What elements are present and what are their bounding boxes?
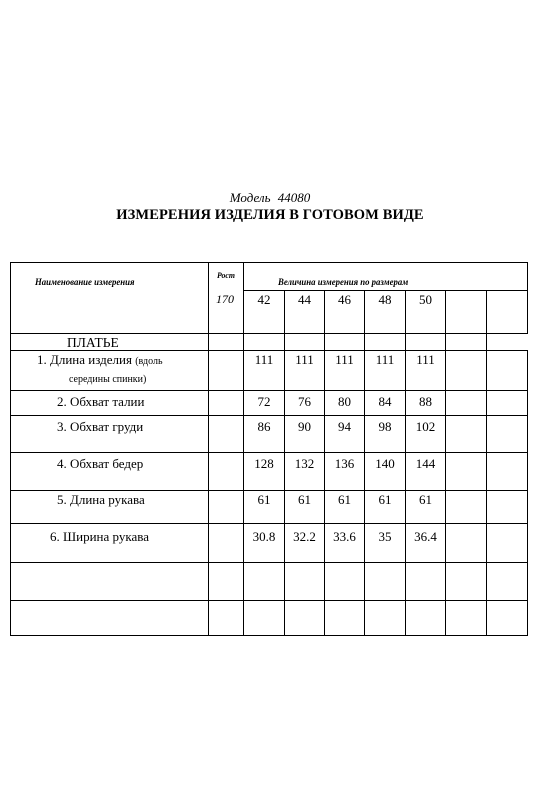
table-cell: 111 — [375, 352, 395, 367]
row-line — [10, 523, 527, 524]
row-line — [10, 350, 527, 351]
table-cell: 61 — [419, 492, 432, 507]
column-header-height: Рост — [217, 270, 235, 280]
table-cell: 88 — [419, 394, 432, 409]
size-label: 42 — [257, 292, 271, 307]
table-cell: 72 — [257, 394, 271, 409]
table-cell: 102 — [415, 419, 436, 434]
table-cell: 80 — [338, 394, 351, 409]
row-label: 6. Ширина рукава — [50, 529, 149, 544]
col-line — [243, 262, 244, 636]
table-cell: 90 — [298, 419, 311, 434]
table-cell: 61 — [338, 492, 351, 507]
height-value: 170 — [216, 292, 234, 306]
table-cell: 111 — [254, 352, 274, 367]
row-label-note: (вдоль — [135, 356, 163, 367]
model-label: Модель — [229, 190, 271, 205]
row-line — [10, 562, 527, 563]
row-line — [10, 415, 527, 416]
row-label: 3. Обхват груди — [57, 419, 144, 434]
table-cell: 86 — [257, 419, 271, 434]
table-cell: 30.8 — [252, 529, 276, 544]
table-border-right — [527, 262, 528, 333]
col-line-right — [527, 350, 528, 636]
table-cell: 111 — [295, 352, 314, 367]
table-border-left — [10, 262, 11, 636]
table-border-top — [10, 262, 528, 263]
table-cell: 111 — [416, 352, 435, 367]
row-line — [10, 390, 527, 391]
section-label: ПЛАТЬЕ — [67, 335, 119, 350]
table-cell: 61 — [378, 492, 392, 507]
table-cell: 140 — [375, 456, 395, 471]
table-cell: 36.4 — [414, 529, 437, 544]
header-bottom-line — [10, 333, 528, 334]
table-cell: 136 — [334, 456, 355, 471]
table-cell: 35 — [378, 529, 392, 544]
table-cell: 76 — [298, 394, 311, 409]
row-line — [10, 490, 527, 491]
table-cell: 84 — [378, 394, 392, 409]
size-label: 50 — [419, 292, 432, 307]
table-cell: 98 — [378, 419, 392, 434]
row-line — [10, 600, 527, 601]
row-label: 5. Длина рукава — [57, 492, 145, 507]
column-header-sizes: Величина измерения по размерам — [278, 278, 409, 288]
table-cell: 61 — [298, 492, 311, 507]
table-cell: 111 — [335, 352, 354, 367]
table-cell: 144 — [415, 456, 436, 471]
table-cell: 128 — [254, 456, 274, 471]
col-line — [486, 290, 487, 636]
row-label-text: 1. Длина изделия — [37, 352, 132, 367]
size-label: 44 — [298, 292, 311, 307]
row-label: 2. Обхват талии — [57, 394, 145, 409]
row-label-note-line2: середины спинки) — [69, 374, 147, 385]
table-border-bottom — [10, 635, 528, 636]
row-line — [10, 452, 527, 453]
col-line — [208, 262, 209, 636]
column-header-name: Наименование измерения — [35, 278, 135, 288]
table-cell: 32.2 — [293, 529, 316, 544]
model-number: 44080 — [277, 190, 311, 205]
document-title: ИЗМЕРЕНИЯ ИЗДЕЛИЯ В ГОТОВОМ ВИДЕ — [116, 207, 424, 223]
table-cell: 94 — [338, 419, 351, 434]
row-label — [37, 353, 163, 369]
row-label: 4. Обхват бедер — [57, 456, 144, 471]
size-label: 48 — [378, 292, 392, 307]
col-line — [445, 290, 446, 636]
table-cell: 132 — [294, 456, 315, 471]
table-cell: 61 — [257, 492, 271, 507]
table-cell: 33.6 — [333, 529, 356, 544]
size-label: 46 — [338, 292, 351, 307]
